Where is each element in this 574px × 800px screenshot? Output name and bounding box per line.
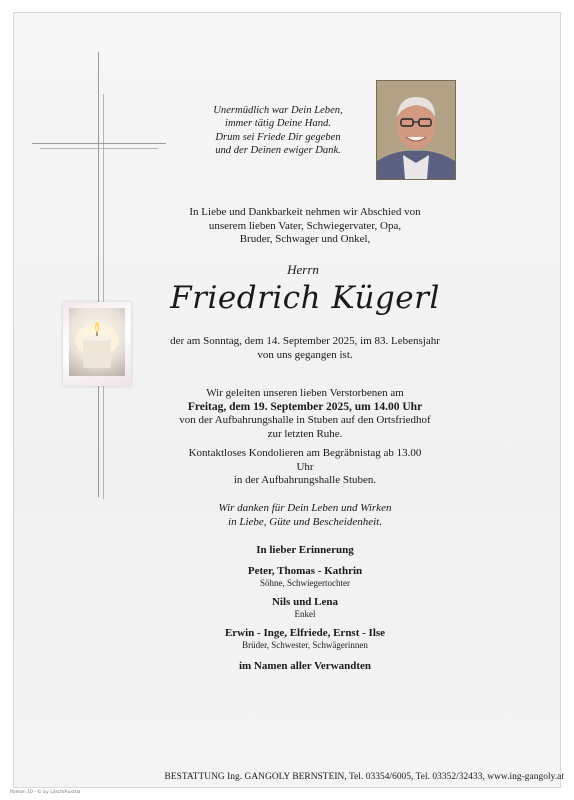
candle-image <box>63 302 131 386</box>
cross-horizontal-line <box>32 143 166 144</box>
family-relation: Enkel <box>294 609 316 619</box>
memory-heading: In lieber Erinnerung <box>256 544 354 556</box>
poem-line: immer tätig Deine Hand. <box>225 118 331 130</box>
family-group <box>155 565 455 588</box>
family-names: Erwin - Inge, Elfriede, Ernst - Ilse <box>224 627 386 639</box>
salutation: Herrn <box>287 262 319 277</box>
cross-horizontal-line-inner <box>40 148 158 149</box>
death-notice <box>170 335 440 362</box>
family-group <box>155 596 455 619</box>
deceased-name: Friedrich Kügerl <box>170 280 440 316</box>
funeral-line: zur letzten Ruhe. <box>267 427 343 440</box>
funeral-date: Freitag, dem 19. September 2025, um 14.00 Uhr <box>187 400 423 413</box>
condolence-line: in der Aufbahrungshalle Stuben. <box>233 474 377 486</box>
funeral-line: Wir geleiten unseren lieben Verstorbenen am <box>206 387 404 399</box>
condolence-info <box>180 447 430 488</box>
intro-line: unserem lieben Vater, Schwiegervater, Opa, <box>208 219 402 232</box>
family-relation: Brüder, Schwester, Schwägerinnen <box>242 640 368 650</box>
intro-text <box>180 206 430 247</box>
family-relation: Söhne, Schwiegertochter <box>260 578 350 588</box>
imprint: Roman 10 - © by Lösch/Austria <box>10 790 81 795</box>
undertaker-footer: BESTATTUNG Ing. GANGOLY BERNSTEIN, Tel. 03354/6005, Tel. 03352/32433, www.ing-gangoly.at <box>164 772 564 782</box>
thanks-line: in Liebe, Güte und Bescheidenheit. <box>228 516 382 528</box>
closing-line: im Namen aller Verwandten <box>238 660 372 672</box>
funeral-line: von der Aufbahrungshalle in Stuben auf den Ortsfriedhof <box>179 414 431 427</box>
intro-line: Bruder, Schwager und Onkel, <box>239 233 371 245</box>
poem-line: Unermüdlich war Dein Leben, <box>213 105 343 116</box>
cross-vertical-line-inner <box>103 94 104 499</box>
cross-vertical-line <box>98 52 99 497</box>
death-line: der am Sonntag, dem 14. September 2025, im 83. Lebensjahr <box>170 335 440 347</box>
candle-icon <box>69 308 125 376</box>
thanks-text <box>180 501 430 529</box>
intro-line: In Liebe und Dankbarkeit nehmen wir Abschied von <box>189 206 421 218</box>
condolence-line: Kontaktloses Kondolieren am Begräbnistag ab 13.00 Uhr <box>188 447 422 473</box>
poem <box>196 104 360 157</box>
funeral-info <box>175 387 435 441</box>
portrait-photo <box>376 80 456 180</box>
death-line: von uns gegangen ist. <box>257 348 353 361</box>
family-group <box>155 627 455 650</box>
thanks-line: Wir danken für Dein Leben und Wirken <box>218 502 392 514</box>
family-names: Nils und Lena <box>271 596 339 608</box>
poem-line: und der Deinen ewiger Dank. <box>215 144 341 156</box>
family-names: Peter, Thomas - Kathrin <box>247 565 363 577</box>
poem-line: Drum sei Friede Dir gegeben <box>215 131 341 143</box>
